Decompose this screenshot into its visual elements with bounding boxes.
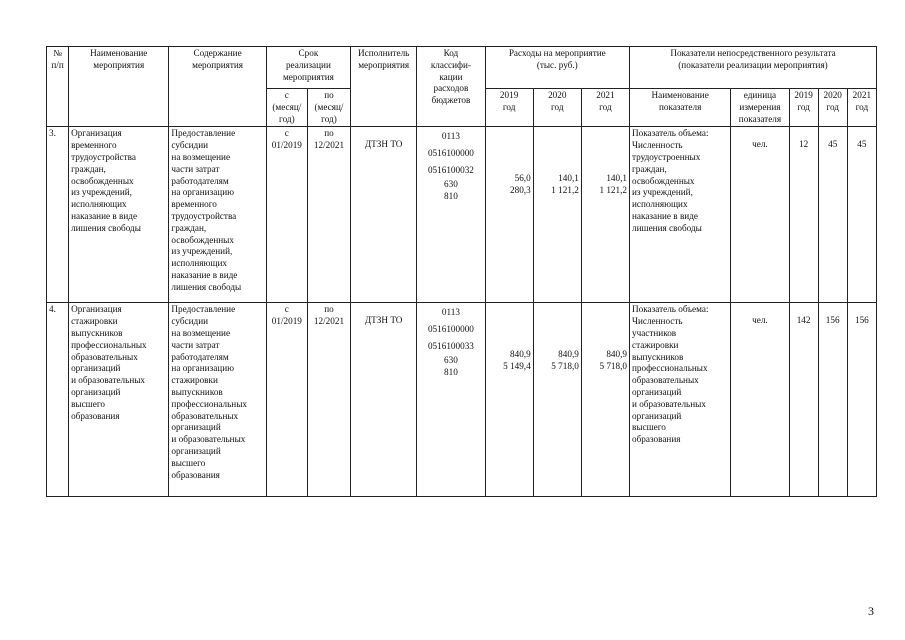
header-term-from: с (месяц/ год) [266,89,307,127]
row-codes [417,303,485,497]
header-code: Код классифи- кации расходов бюджетов [417,47,485,127]
row-ind-2021: 45 [847,127,876,303]
code-0: 0113 [441,131,460,142]
code-3: 630 810 [444,179,458,202]
row-unit: чел. [731,127,789,303]
code-3: 630 810 [444,355,458,378]
row-cost-2021: 840,9 5 718,0 [581,303,629,497]
page-number: 3 [868,604,874,618]
header-ind-2021: 2021 год [847,89,876,127]
header-executor: Исполнитель мероприятия [351,47,417,127]
header-indicators: Показатели непосредственного результата (показатели реализации мероприятия) [630,47,877,89]
header-term-to: по (месяц/ год) [307,89,350,127]
row-executor: ДТЗН ТО [351,127,417,303]
row-name: Организация стажировки выпускников профессиональных образовательных организаций и образовательных организаций высшего образования [69,303,169,497]
row-from: с 01/2019 [266,127,307,303]
header-num: № п/п [47,47,69,127]
row-executor: ДТЗН ТО [351,303,417,497]
row-ind-2020: 156 [818,303,847,497]
header-cost-2021: 2021 год [581,89,629,127]
row-cost-2019: 840,9 5 149,4 [485,303,533,497]
header-name: Наименование мероприятия [69,47,169,127]
row-codes [417,127,485,303]
code-2: 0516100033 [427,341,474,352]
header-term: Срок реализации мероприятия [266,47,350,89]
row-cost-2021: 140,1 1 121,2 [581,127,629,303]
row-indicator-name: Показатель объема: Численность участников стажировки выпускников профессиональных образовательных организаций и образовательных организаций высшего образования [630,303,731,497]
header-cost-2020: 2020 год [533,89,581,127]
header-unit: единица измерения показателя [731,89,789,127]
row-num: 3. [47,127,69,303]
header-ind-2019: 2019 год [789,89,818,127]
row-from: с 01/2019 [266,303,307,497]
code-2: 0516100032 [427,165,474,176]
code-1: 0516100000 [427,324,474,335]
row-ind-2020: 45 [818,127,847,303]
header-indicator-name: Наименование показателя [630,89,731,127]
header-ind-2020: 2020 год [818,89,847,127]
row-content: Предоставление субсидии на возмещение части затрат работодателям на организацию временного трудоустройства граждан, освобожденных из учреждений, исполняющих наказание в виде лишения свободы [169,127,266,303]
row-ind-2019: 12 [789,127,818,303]
code-0: 0113 [441,307,460,318]
row-to: по 12/2021 [307,303,350,497]
program-measures-table [46,46,877,497]
row-cost-2019: 56,0 280,3 [485,127,533,303]
header-content: Содержание мероприятия [169,47,266,127]
table-row [47,127,877,303]
row-name: Организация временного трудоустройства граждан, освобожденных из учреждений, исполняющих наказание в виде лишения свободы [69,127,169,303]
code-1: 0516100000 [427,148,474,159]
row-unit: чел. [731,303,789,497]
row-ind-2019: 142 [789,303,818,497]
row-indicator-name: Показатель объема: Численность трудоустроенных граждан, освобожденных из учреждений, исполняющих наказание в виде лишения свободы [630,127,731,303]
row-cost-2020: 840,9 5 718,0 [533,303,581,497]
table-row [47,303,877,497]
row-content: Предоставление субсидии на возмещение части затрат работодателям на организацию стажировки выпускников профессиональных образовательных организаций и образовательных организаций высшего образования [169,303,266,497]
row-ind-2021: 156 [847,303,876,497]
row-cost-2020: 140,1 1 121,2 [533,127,581,303]
header-cost-2019: 2019 год [485,89,533,127]
row-num: 4. [47,303,69,497]
row-to: по 12/2021 [307,127,350,303]
header-costs: Расходы на мероприятие (тыс. руб.) [485,47,629,89]
